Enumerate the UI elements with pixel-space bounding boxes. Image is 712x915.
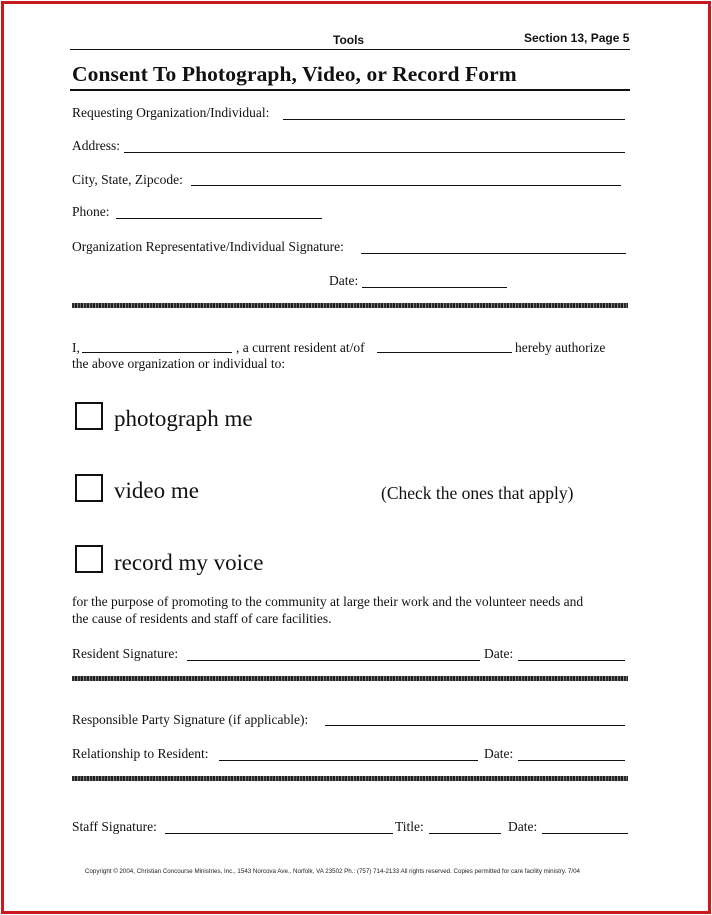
org-date-field[interactable] bbox=[362, 287, 507, 288]
auth-prefix: I, bbox=[72, 340, 80, 355]
header-rule bbox=[70, 49, 630, 50]
org-signature-label: Organization Representative/Individual Signature: bbox=[72, 239, 344, 254]
staff-date-label: Date: bbox=[508, 819, 538, 834]
header-section-label: Section 13, Page 5 bbox=[524, 31, 630, 45]
record-voice-option-label: record my voice bbox=[114, 550, 264, 575]
title-rule bbox=[70, 89, 630, 91]
form-title: Consent To Photograph, Video, or Record Form bbox=[72, 62, 517, 86]
staff-signature-field[interactable] bbox=[165, 833, 393, 834]
resident-name-field[interactable] bbox=[82, 352, 232, 353]
video-checkbox[interactable] bbox=[75, 474, 103, 502]
phone-label: Phone: bbox=[72, 204, 110, 219]
resident-signature-field[interactable] bbox=[187, 660, 480, 661]
photograph-checkbox[interactable] bbox=[75, 402, 103, 430]
responsible-date-field[interactable] bbox=[518, 760, 625, 761]
org-signature-field[interactable] bbox=[361, 253, 626, 254]
purpose-line-2: the cause of residents and staff of care facilities. bbox=[72, 611, 332, 626]
video-option-label: video me bbox=[114, 478, 199, 503]
responsible-signature-label: Responsible Party Signature (if applicable): bbox=[72, 712, 309, 727]
requesting-org-field[interactable] bbox=[283, 119, 625, 120]
org-date-label: Date: bbox=[329, 273, 359, 288]
phone-field[interactable] bbox=[116, 218, 322, 219]
relationship-label: Relationship to Resident: bbox=[72, 746, 209, 761]
section-divider-3 bbox=[72, 776, 628, 781]
header-tools-label: Tools bbox=[333, 33, 365, 47]
staff-signature-label: Staff Signature: bbox=[72, 819, 157, 834]
auth-line2: the above organization or individual to: bbox=[72, 356, 286, 371]
requesting-org-label: Requesting Organization/Individual: bbox=[72, 105, 270, 120]
city-state-zip-field[interactable] bbox=[191, 185, 621, 186]
auth-middle: , a current resident at/of bbox=[236, 340, 365, 355]
check-note: (Check the ones that apply) bbox=[381, 483, 574, 503]
address-field[interactable] bbox=[124, 152, 625, 153]
facility-field[interactable] bbox=[377, 352, 512, 353]
staff-title-field[interactable] bbox=[429, 833, 501, 834]
auth-suffix: hereby authorize bbox=[515, 340, 606, 355]
photograph-option-label: photograph me bbox=[114, 406, 253, 431]
staff-title-label: Title: bbox=[395, 819, 424, 834]
resident-signature-label: Resident Signature: bbox=[72, 646, 179, 661]
responsible-signature-field[interactable] bbox=[325, 725, 625, 726]
purpose-line-1: for the purpose of promoting to the community at large their work and the volunteer needs and bbox=[72, 594, 584, 609]
responsible-date-label: Date: bbox=[484, 746, 514, 761]
resident-date-field[interactable] bbox=[518, 660, 625, 661]
section-divider-1 bbox=[72, 303, 628, 308]
resident-date-label: Date: bbox=[484, 646, 514, 661]
copyright-footer: Copyright © 2004, Christian Concourse Ministries, Inc., 1543 Norcova Ave., Norfolk, VA 23502 Ph.: (757) 714-2133 All rights reserved. Copies permitted for care facility ministry. 7/04 bbox=[85, 868, 580, 875]
relationship-field[interactable] bbox=[219, 760, 478, 761]
city-state-zip-label: City, State, Zipcode: bbox=[72, 172, 183, 187]
record-voice-checkbox[interactable] bbox=[75, 545, 103, 573]
section-divider-2 bbox=[72, 676, 628, 681]
address-label: Address: bbox=[72, 138, 120, 153]
staff-date-field[interactable] bbox=[542, 833, 628, 834]
